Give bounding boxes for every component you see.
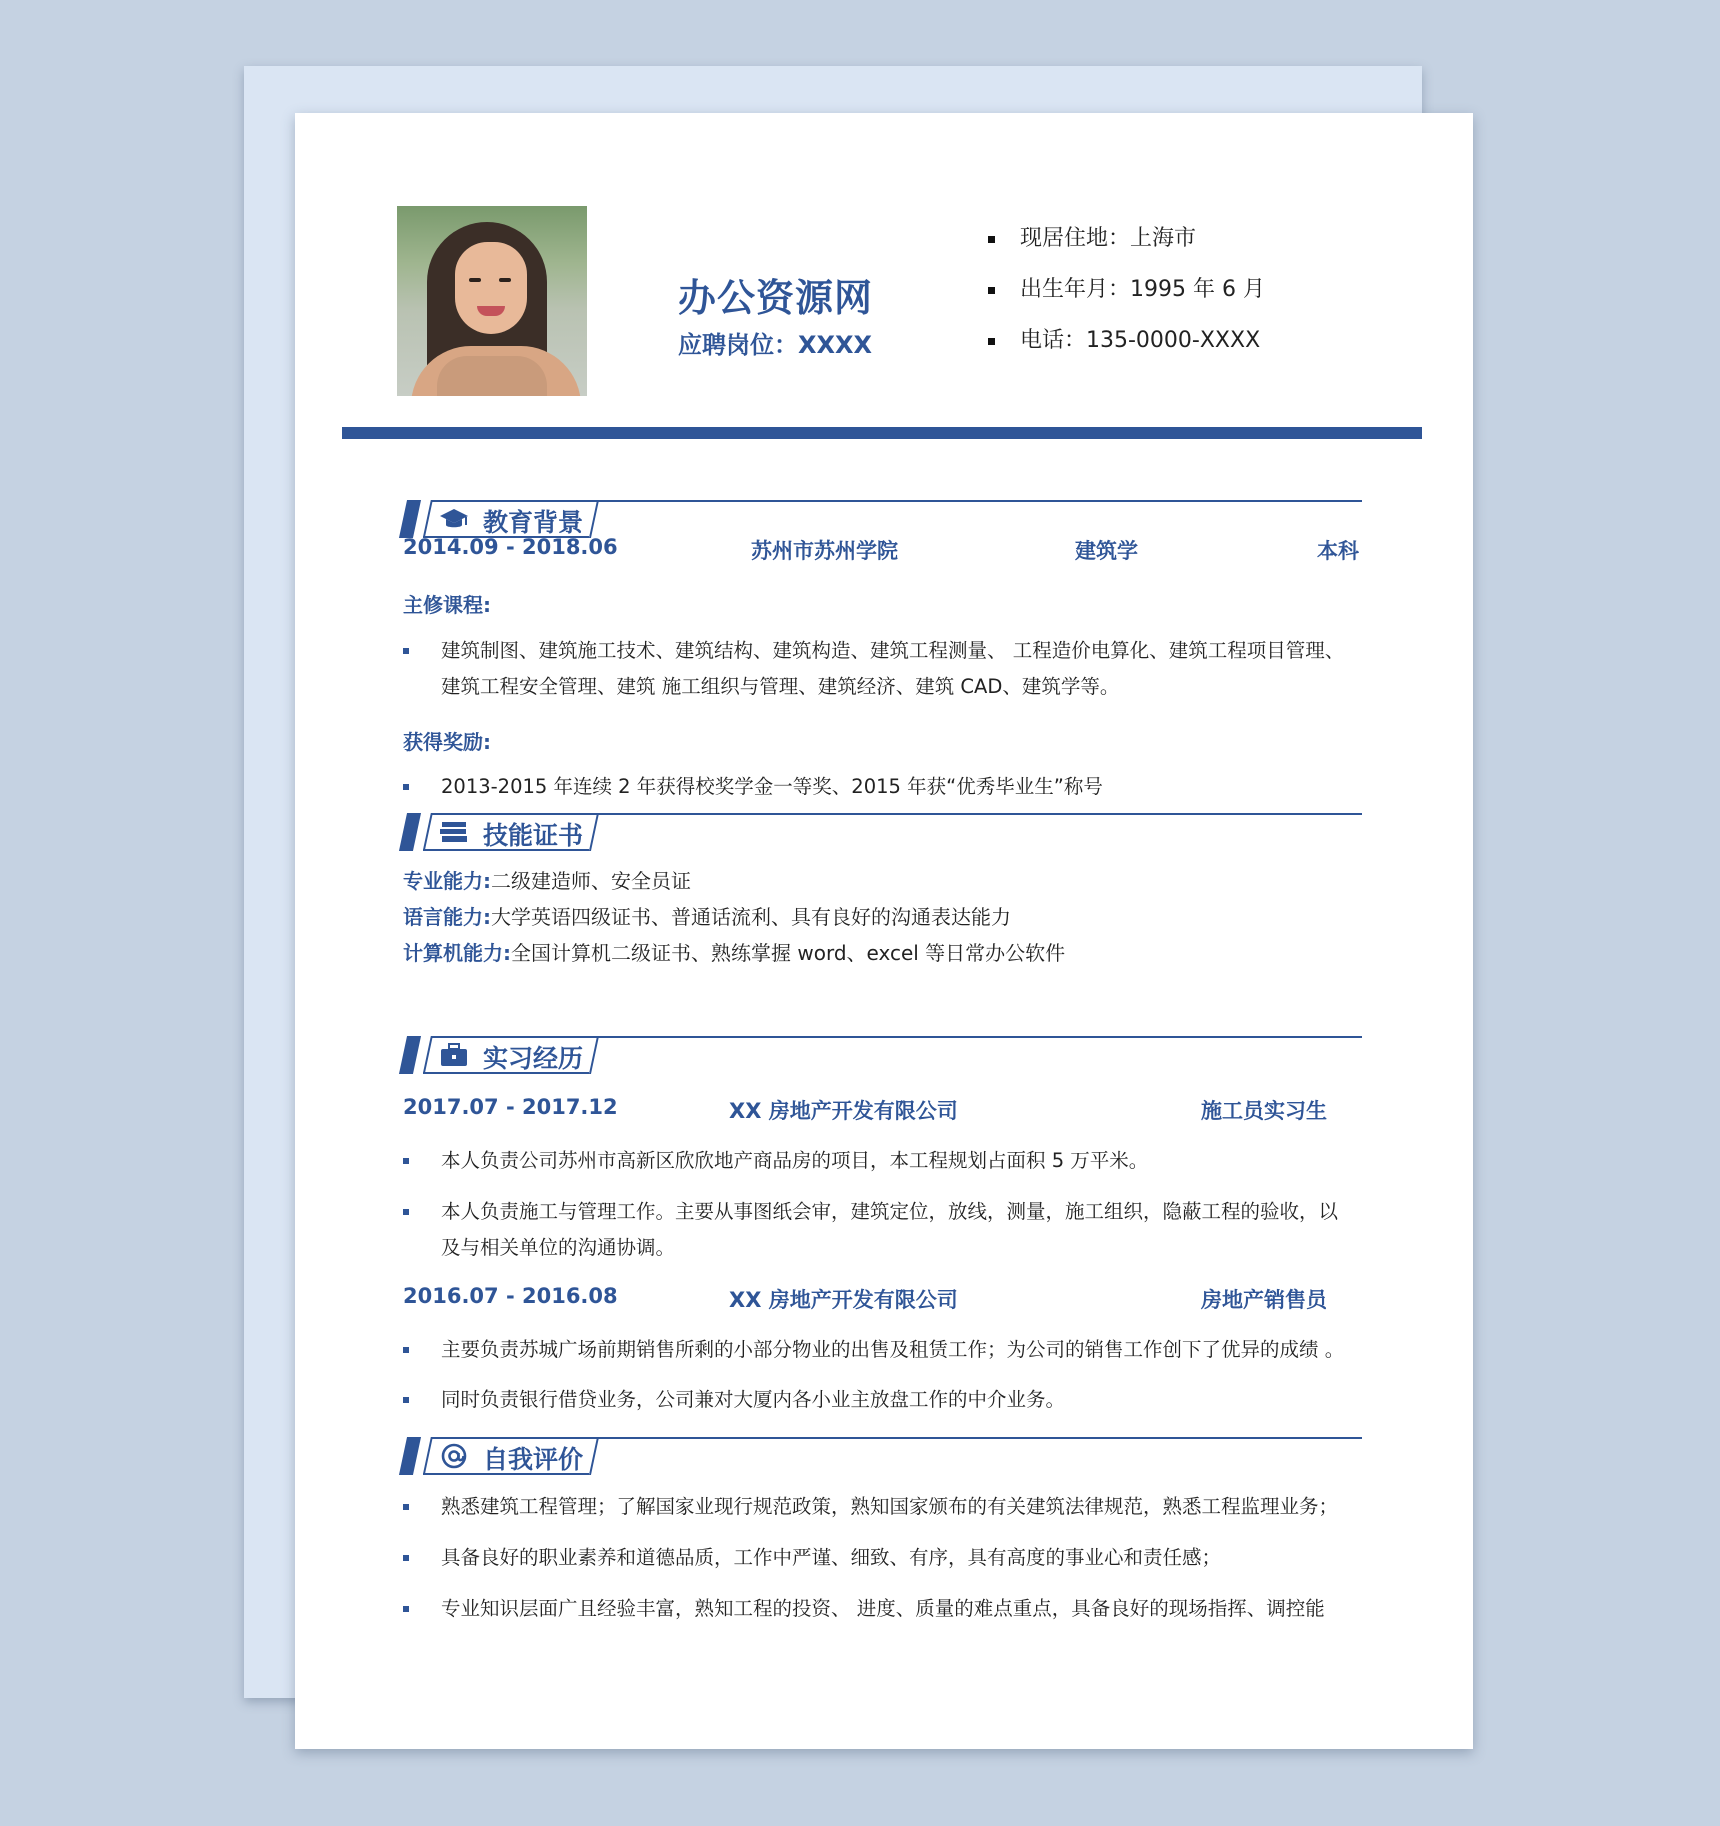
job-role: 房地产销售员 [1201,1288,1327,1312]
job-company: XX 房地产开发有限公司 [729,1288,958,1312]
profile-photo [397,206,587,396]
awards-item: 2013-2015 年连续 2 年获得校奖学金一等奖、2015 年获“优秀毕业生”称号 [403,769,1368,805]
section-heading-self-eval [403,1437,1362,1477]
at-icon [439,1443,469,1469]
job-period: 2016.07 - 2016.08 [403,1284,618,1308]
section-title-internship: 实习经历 [483,1044,584,1073]
section-title-self-eval: 自我评价 [483,1445,584,1474]
info-birth: 出生年月：1995 年 6 月 [988,277,1265,328]
section-title-education: 教育背景 [483,508,584,537]
job-position: 应聘岗位：XXXX [678,331,873,359]
header-divider [342,427,1422,439]
section-heading-internship [403,1036,1362,1076]
personal-info-list [988,226,1265,379]
job-company: XX 房地产开发有限公司 [729,1099,958,1123]
courses-line-2: 建筑工程安全管理、建筑 施工组织与管理、建筑经济、建筑 CAD、建筑学等。 [441,675,1120,698]
self-eval-bullet-1: 熟悉建筑工程管理；了解国家业现行规范政策，熟知国家颁布的有关建筑法律规范，熟悉工程监理业务； [403,1489,1368,1525]
self-eval-bullet-3: 专业知识层面广且经验丰富，熟知工程的投资、 进度、质量的难点重点，具备良好的现场指挥、调控能 [403,1591,1368,1627]
section-heading-education [403,500,1362,540]
graduation-cap-icon [439,506,469,532]
job-2-bullet-2: 同时负责银行借贷业务，公司兼对大厦内各小业主放盘工作的中介业务。 [403,1382,1368,1418]
info-residence: 现居住地：上海市 [988,226,1265,277]
skill-computer: 计算机能力:全国计算机二级证书、熟练掌握 word、excel 等日常办公软件 [403,941,1066,965]
job-row-1 [403,1095,1362,1125]
job-2-bullet-1: 主要负责苏城广场前期销售所剩的小部分物业的出售及租赁工作；为公司的销售工作创下了优异的成绩 。 [403,1332,1368,1368]
briefcase-icon [439,1042,469,1068]
education-school: 苏州市苏州学院 [751,539,898,563]
courses-list [403,633,1368,705]
job-1-bullet-1: 本人负责公司苏州市高新区欣欣地产商品房的项目，本工程规划占面积 5 万平米。 [403,1143,1368,1179]
resume-page [295,113,1473,1749]
job-row-2 [403,1284,1362,1314]
courses-label: 主修课程: [403,593,491,617]
books-icon [439,819,469,845]
job-1-bullet-2: 本人负责施工与管理工作。主要从事图纸会审，建筑定位，放线，测量，施工组织，隐蔽工程的验收，以 及与相关单位的沟通协调。 [403,1194,1368,1266]
self-eval-bullet-2: 具备良好的职业素养和道德品质，工作中严谨、细致、有序，具有高度的事业心和责任感； [403,1540,1368,1576]
courses-line-1: 建筑制图、建筑施工技术、建筑结构、建筑构造、建筑工程测量、 工程造价电算化、建筑工程项目管理、 [441,639,1345,662]
education-major: 建筑学 [1075,539,1138,563]
candidate-name: 办公资源网 [678,276,874,320]
section-title-skills: 技能证书 [483,821,584,850]
job-role: 施工员实习生 [1201,1099,1327,1123]
job-period: 2017.07 - 2017.12 [403,1095,618,1119]
info-phone: 电话：135-0000-XXXX [988,328,1265,379]
section-heading-skills [403,813,1362,853]
skill-language: 语言能力:大学英语四级证书、普通话流利、具有良好的沟通表达能力 [403,905,1011,929]
education-row [403,535,1362,565]
education-degree: 本科 [1317,539,1359,563]
skill-professional: 专业能力:二级建造师、安全员证 [403,869,691,893]
education-period: 2014.09 - 2018.06 [403,535,618,559]
awards-label: 获得奖励: [403,730,491,754]
